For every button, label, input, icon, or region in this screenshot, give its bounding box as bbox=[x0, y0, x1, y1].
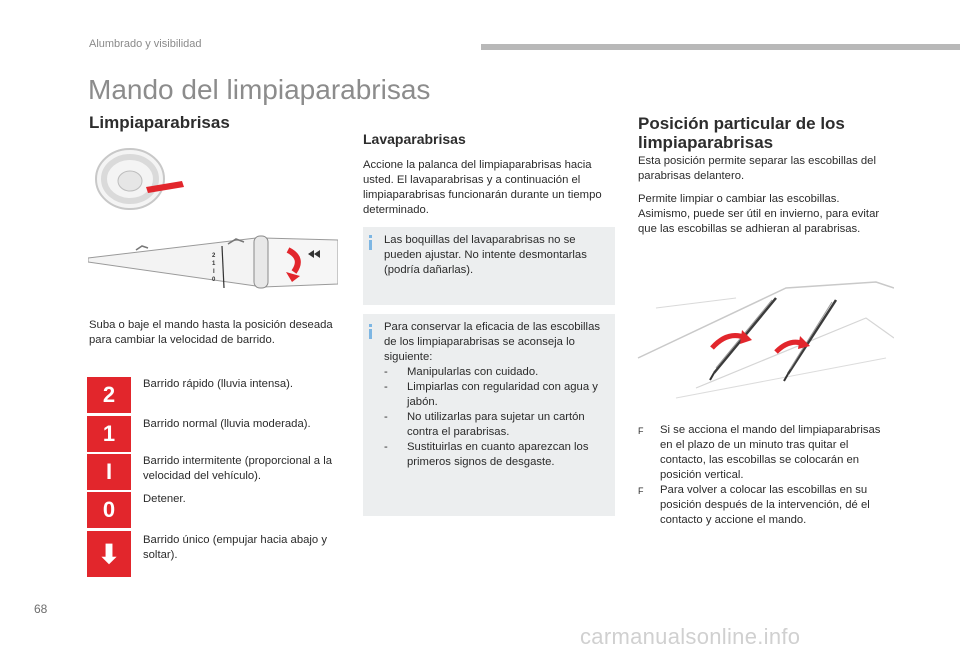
page-title: Mando del limpiaparabrisas bbox=[88, 74, 431, 105]
speed-1-text: Barrido normal (lluvia moderada). bbox=[143, 418, 311, 430]
off-text: Detener. bbox=[143, 493, 186, 505]
single-wipe-badge: ⬇ bbox=[87, 531, 131, 577]
blade-care-list bbox=[384, 365, 606, 470]
speed-1-badge: 1 bbox=[87, 416, 131, 452]
info-blades-intro: Para conservar la eficacia de las escobillas de los limpiaparabrisas se aconseja lo siguiente: bbox=[384, 321, 601, 363]
service-position-p1: Esta posición permite separar las escobillas del parabrisas delantero. bbox=[638, 155, 876, 182]
section-header: Alumbrado y visibilidad bbox=[89, 38, 202, 50]
heading-wipers: Limpiaparabrisas bbox=[89, 113, 230, 132]
watermark: carmanualsonline.info bbox=[580, 624, 801, 649]
info-box-blades bbox=[363, 314, 615, 516]
windshield-illustration bbox=[636, 278, 894, 413]
page-number: 68 bbox=[34, 602, 48, 616]
info-nozzles-text: Las boquillas del lavaparabrisas no se pueden ajustar. No intente desmontarlas (podría dañarlas). bbox=[384, 234, 587, 276]
list-item: - No utilizarlas para sujetar un cartón contra el parabrisas. bbox=[384, 410, 606, 440]
service-notes-list bbox=[638, 423, 888, 528]
list-item: F Para volver a colocar las escobillas en su posición después de la intervención, dé el contacto y accione el mando. bbox=[638, 483, 888, 528]
heading-service-position: Posición particular de los limpiaparabrisas bbox=[638, 114, 845, 152]
intermittent-badge: I bbox=[87, 454, 131, 490]
wiper-stalk-illustration bbox=[88, 232, 338, 294]
stalk-mark-i: I bbox=[213, 269, 215, 275]
list-item: F Si se acciona el mando del limpiaparabrisas en el plazo de un minuto tras quitar el contacto, las escobillas se colocarán en posición vertical. bbox=[638, 423, 888, 483]
speed-2-badge: 2 bbox=[87, 377, 131, 413]
header-divider bbox=[481, 44, 960, 50]
list-item: - Sustituirlas en cuanto aparezcan los primeros signos de desgaste. bbox=[384, 440, 606, 470]
list-item: - Manipularlas con cuidado. bbox=[384, 365, 606, 380]
stalk-mark-2: 2 bbox=[212, 253, 216, 259]
info-icon bbox=[369, 329, 372, 339]
info-box-nozzles bbox=[363, 227, 615, 305]
heading-washer: Lavaparabrisas bbox=[363, 131, 466, 147]
service-position-p2: Permite limpiar o cambiar las escobillas. Asimismo, puede ser útil en invierno, para evitar que las escobillas se adhieran al parabrisas. bbox=[638, 193, 880, 235]
stalk-mark-1: 1 bbox=[212, 261, 216, 267]
intermittent-text: Barrido intermitente (proporcional a la velocidad del vehículo). bbox=[143, 455, 333, 482]
steering-wheel-illustration bbox=[94, 145, 189, 217]
info-icon bbox=[369, 240, 372, 250]
single-wipe-text: Barrido único (empujar hacia abajo y soltar). bbox=[143, 534, 327, 561]
washer-intro-text: Accione la palanca del limpiaparabrisas hacia usted. El lavaparabrisas y a continuación el limpiaparabrisas funcionarán durante un tiempo determinado. bbox=[363, 159, 602, 216]
list-item: - Limpiarlas con regularidad con agua y jabón. bbox=[384, 380, 606, 410]
wiper-intro-text: Suba o baje el mando hasta la posición deseada para cambiar la velocidad de barrido. bbox=[89, 319, 333, 346]
off-badge: 0 bbox=[87, 492, 131, 528]
stalk-mark-0: 0 bbox=[212, 277, 216, 283]
speed-2-text: Barrido rápido (lluvia intensa). bbox=[143, 378, 294, 390]
